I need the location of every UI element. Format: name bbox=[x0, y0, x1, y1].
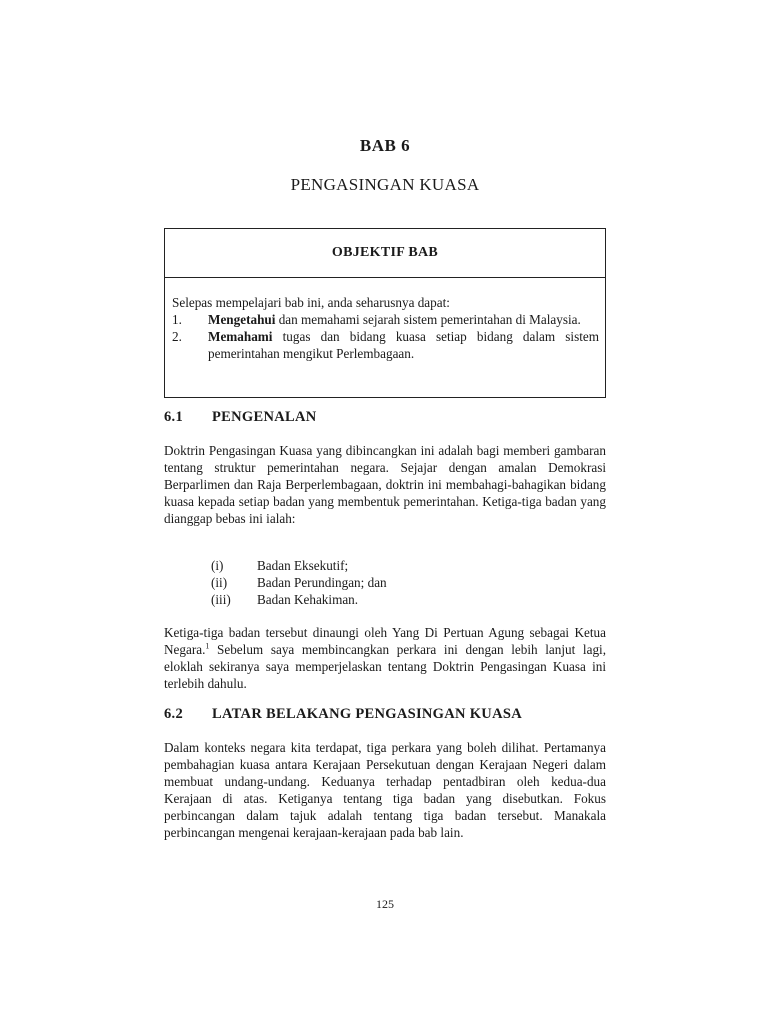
chapter-number: BAB 6 bbox=[359, 136, 411, 155]
list-item-number: (iii) bbox=[211, 592, 231, 608]
paragraph-background: Dalam konteks negara kita terdapat, tiga perkara yang boleh dilihat. Pertamanya pembahagian kuasa antara Kerajaan Persekutuan dengan Kerajaan Negeri dalam membuat undang-undang. Keduanya terhadap pentadbiran oleh kedua-dua Kerajaan di atas. Ketiganya tentang tiga badan yang disebutkan. Fokus perbincangan dalam tajuk adalah tentang tiga badan tersebut. Manakala perbincangan mengenai kerajaan-kerajaan pada bab lain. bbox=[164, 740, 606, 841]
footnote-marker: 1 bbox=[205, 641, 210, 651]
paragraph-text: Ketiga-tiga badan tersebut dinaungi oleh Yang Di Pertuan Agung sebagai Ketua Negara. bbox=[164, 625, 606, 658]
list-item bbox=[211, 574, 387, 591]
body-list bbox=[211, 557, 387, 608]
objective-item-keyword: Memahami bbox=[208, 329, 273, 344]
paragraph-text: Sebelum saya membincangkan perkara ini dengan lebih lanjut lagi, eloklah sekiranya saya memperjelaskan tentang Doktrin Pengasingan Kuasa ini terlebih dahulu. bbox=[164, 642, 606, 692]
list-item-text: Badan Kehakiman. bbox=[257, 592, 359, 608]
list-item bbox=[211, 557, 387, 574]
list-item bbox=[211, 591, 387, 608]
list-item-number: (i) bbox=[211, 558, 224, 573]
objective-item-text bbox=[208, 328, 599, 362]
objective-item-number: 1. bbox=[172, 312, 182, 327]
chapter-title: PENGASINGAN KUASA bbox=[290, 175, 480, 194]
objective-item-number: 2. bbox=[172, 329, 182, 344]
section-title: PENGENALAN bbox=[212, 409, 317, 425]
paragraph-introduction: Doktrin Pengasingan Kuasa yang dibincangkan ini adalah bagi memberi gambaran tentang struktur pemerintahan negara. Sejajar dengan amalan Demokrasi Berparlimen dan Raja Berperlembagaan, doktrin ini membahagi-bahagikan bidang kuasa kepada setiap badan yang membentuk pemerintahan. Ketiga-tiga badan yang dianggap bebas ini ialah: bbox=[164, 443, 606, 527]
objective-item-rest: tugas dan bidang kuasa setiap bidang dalam sistem pemerintahan mengikut Perlembagaan. bbox=[208, 329, 599, 361]
section-number: 6.1 bbox=[164, 409, 184, 425]
objective-body bbox=[165, 278, 605, 362]
objective-item bbox=[172, 311, 599, 328]
objective-box bbox=[164, 228, 606, 398]
objective-item-keyword: Mengetahui bbox=[208, 312, 276, 327]
section-number: 6.2 bbox=[164, 706, 184, 722]
list-item-text: Badan Perundingan; dan bbox=[257, 575, 387, 591]
section-heading-6-2 bbox=[164, 706, 522, 723]
list-item-number: (ii) bbox=[211, 575, 228, 591]
objective-item bbox=[172, 328, 599, 362]
objective-item-rest: dan memahami sejarah sistem pemerintahan di Malaysia. bbox=[275, 312, 581, 327]
page-number: 125 bbox=[376, 897, 394, 911]
objective-heading: OBJEKTIF BAB bbox=[165, 229, 605, 278]
objective-intro: Selepas mempelajari bab ini, anda seharusnya dapat: bbox=[172, 295, 450, 310]
paragraph-head-of-state bbox=[164, 624, 606, 692]
list-item-text: Badan Eksekutif; bbox=[257, 558, 349, 573]
section-title: LATAR BELAKANG PENGASINGAN KUASA bbox=[212, 706, 522, 722]
objective-item-text bbox=[208, 311, 599, 328]
section-heading-6-1 bbox=[164, 409, 317, 426]
